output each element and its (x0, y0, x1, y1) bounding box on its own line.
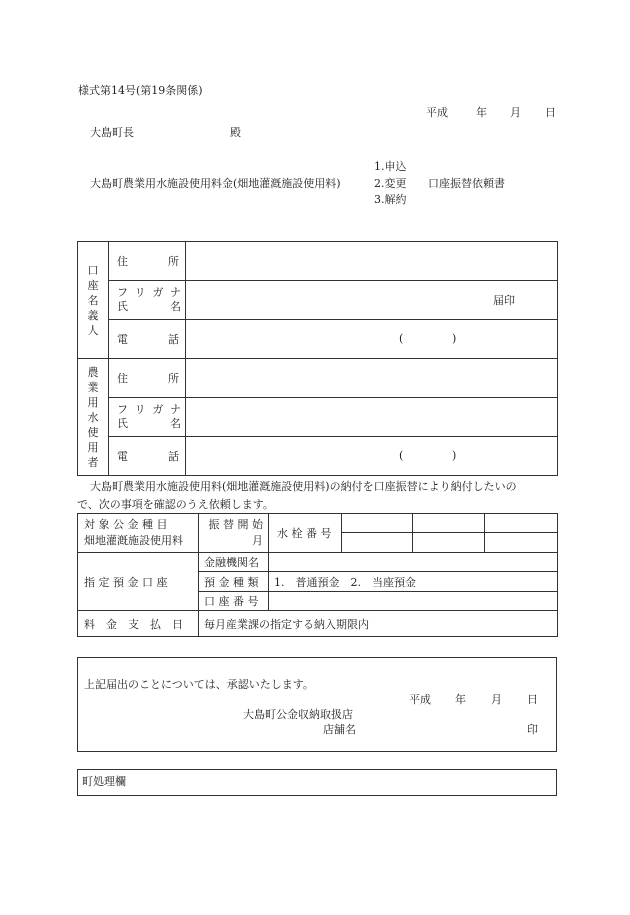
approval-office: 大島町公金収納取扱店 (243, 708, 353, 721)
form-title: 大島町農業用水施設使用料金(畑地灌漑施設使用料) (90, 177, 341, 190)
faucet-number-1[interactable] (342, 514, 413, 533)
approval-date-day: 日 (527, 693, 538, 706)
designated-account-label: 指 定 預 金 口 座 (78, 553, 199, 611)
date-era: 平成 (426, 106, 448, 119)
user-label: 農 業 用 水 使 用 者 (78, 359, 109, 476)
seal-label: 届印 (493, 294, 515, 307)
approval-text: 上記届出のことについては、承認いたします。 (84, 678, 314, 691)
user-name-field[interactable] (186, 398, 558, 437)
faucet-number-3[interactable] (485, 514, 558, 533)
deposit-type-label: 預 金 種 類 (199, 572, 269, 592)
user-name-label: フ リ ガ ナ 氏 名 (109, 398, 186, 437)
deposit-type-field[interactable]: 1. 普通預金 2. 当座預金 (269, 572, 558, 592)
approval-date-year: 年 (455, 693, 466, 706)
processing-box (77, 769, 557, 796)
approval-box (77, 657, 557, 752)
option-change: 2.変更 (374, 177, 407, 190)
request-text-line1: 大島町農業用水施設使用料(畑地灌漑施設使用料)の納付を口座振替により納付したいの (90, 480, 517, 493)
holder-address-field[interactable] (186, 242, 558, 281)
addressee: 大島町長 (90, 126, 134, 139)
approval-seal: 印 (527, 723, 538, 736)
form-number: 様式第14号(第19条関係) (78, 84, 203, 97)
holder-phone-label: 電 話 (109, 320, 186, 359)
account-number-label: 口 座 番 号 (199, 592, 269, 611)
honorific: 殿 (230, 126, 241, 139)
user-phone-field[interactable]: ( ) (186, 437, 558, 476)
option-apply: 1.申込 (374, 160, 407, 173)
payment-day-label: 料 金 支 払 日 (78, 611, 199, 637)
bank-name-field[interactable] (269, 553, 558, 572)
processing-label: 町処理欄 (82, 775, 126, 788)
user-address-label: 住 所 (109, 359, 186, 398)
user-phone-label: 電 話 (109, 437, 186, 476)
faucet-number-2[interactable] (413, 514, 485, 533)
holder-phone-field[interactable]: ( ) (186, 320, 558, 359)
holder-name-field[interactable] (186, 281, 558, 320)
request-text-line2: で、次の事項を確認のうえ依頼します。 (77, 498, 274, 511)
payment-day-value: 毎月産業課の指定する納入期限内 (199, 611, 558, 637)
form-title-suffix: 口座振替依頼書 (428, 177, 505, 190)
transfer-start-cell[interactable]: 振 替 開 始 月 (199, 514, 269, 553)
user-address-field[interactable] (186, 359, 558, 398)
faucet-number-4[interactable] (342, 533, 413, 553)
holder-table (77, 241, 558, 476)
detail-table (77, 513, 558, 637)
approval-date-month: 月 (491, 693, 502, 706)
holder-name-label: フ リ ガ ナ 氏 名 (109, 281, 186, 320)
account-number-field[interactable] (269, 592, 558, 611)
approval-store-label: 店舗名 (323, 723, 356, 736)
holder-address-label: 住 所 (109, 242, 186, 281)
option-cancel: 3.解約 (374, 193, 407, 206)
faucet-number-6[interactable] (485, 533, 558, 553)
date-day: 日 (545, 106, 556, 119)
approval-date-era: 平成 (409, 693, 431, 706)
faucet-label: 水 栓 番 号 (269, 514, 342, 553)
target-cell: 対 象 公 金 種 目 畑地灌漑施設使用料 (78, 514, 199, 553)
bank-name-label: 金融機関名 (199, 553, 269, 572)
account-holder-label: 口 座 名 義 人 (78, 242, 109, 359)
faucet-number-5[interactable] (413, 533, 485, 553)
date-year: 年 (476, 106, 487, 119)
date-month: 月 (510, 106, 521, 119)
